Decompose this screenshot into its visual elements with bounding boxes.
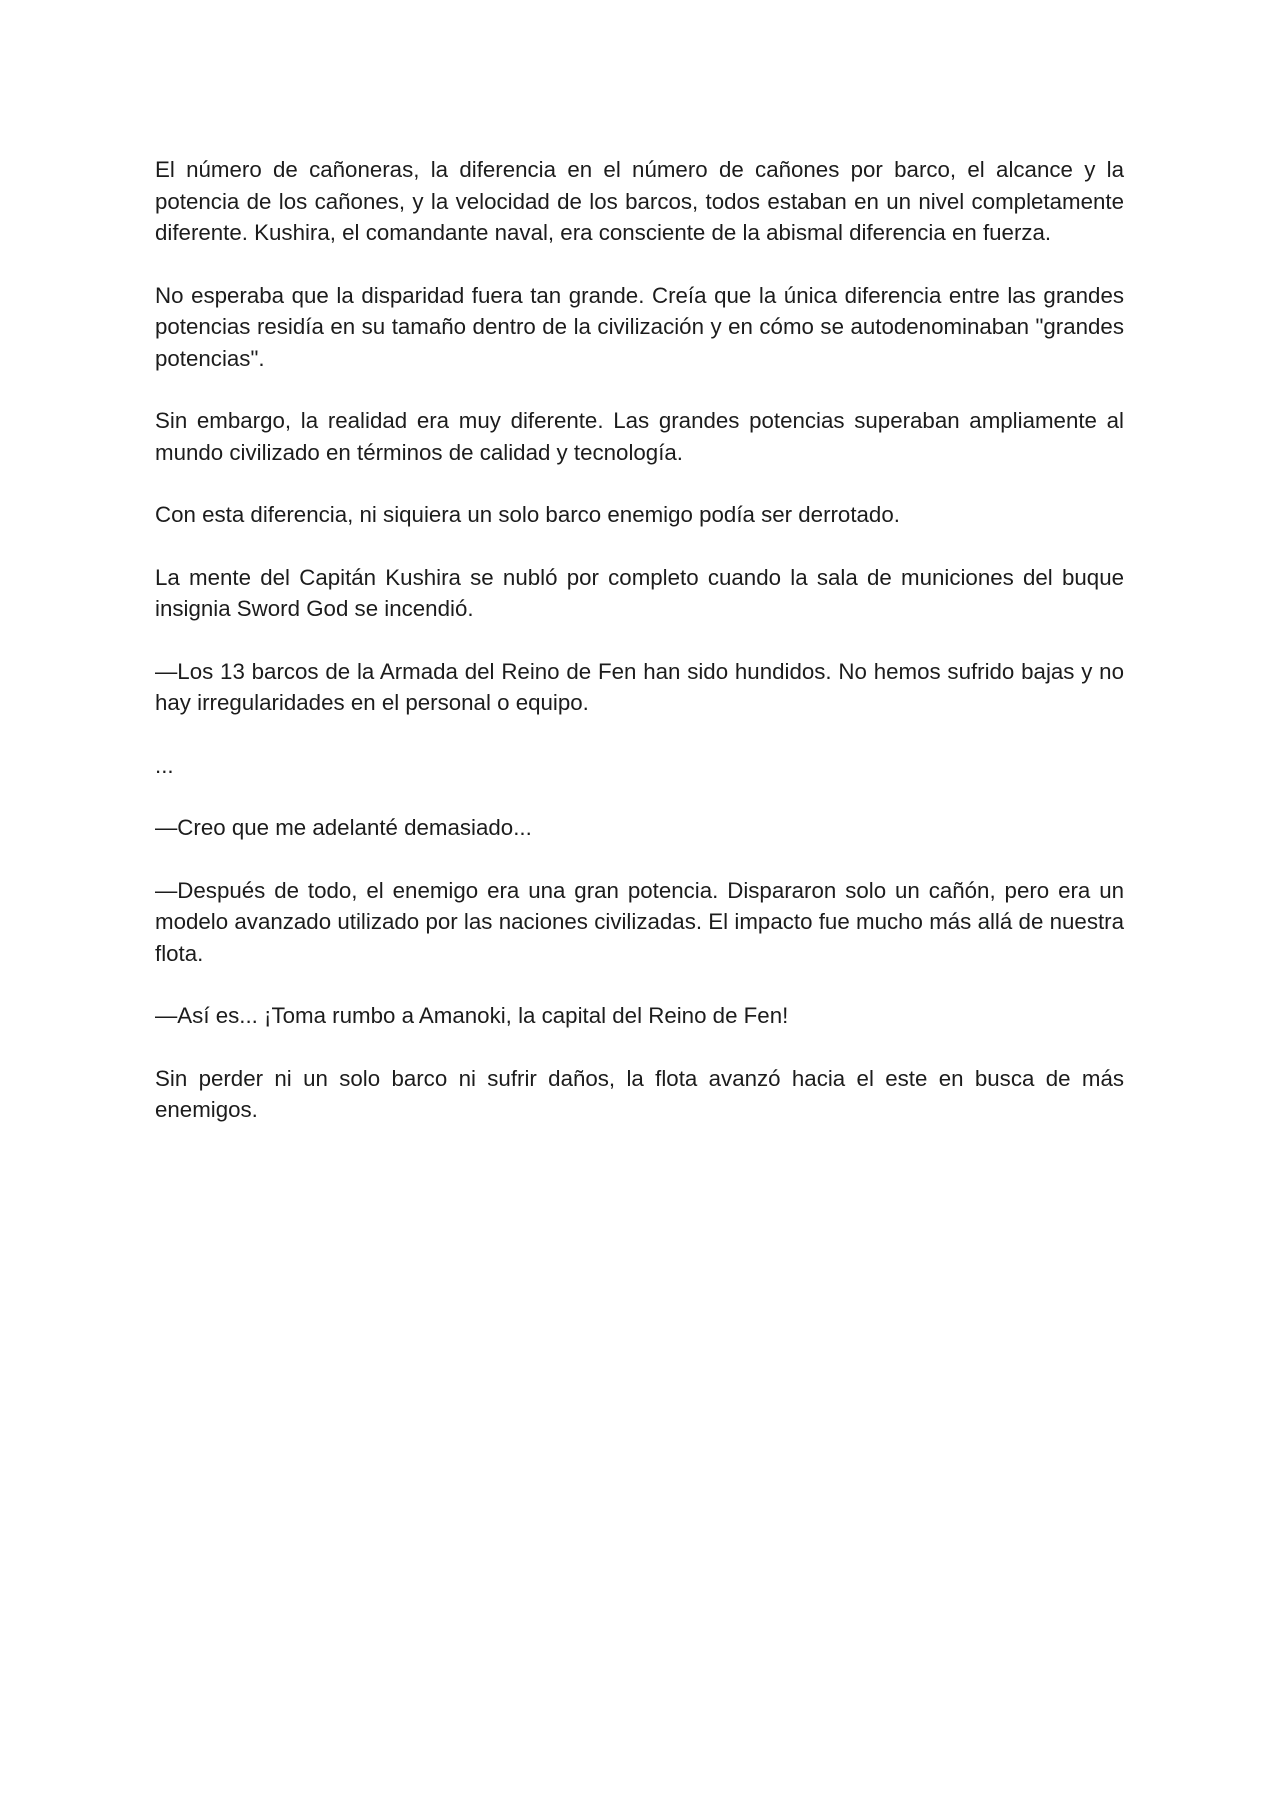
paragraph: —Creo que me adelanté demasiado... [155, 815, 532, 840]
paragraph: Sin embargo, la realidad era muy diferente. Las grandes potencias superaban ampliamente al mundo civilizado en términos de calidad y tecnología. [155, 408, 1124, 465]
paragraph: La mente del Capitán Kushira se nubló por completo cuando la sala de municiones del buque insignia Sword God se incendió. [155, 564, 1124, 621]
paragraph: Con esta diferencia, ni siquiera un solo barco enemigo podía ser derrotado. [155, 502, 900, 527]
paragraph: —Los 13 barcos de la Armada del Reino de Fen han sido hundidos. No hemos sufrido bajas y no hay irregularidades en el personal o equipo. [155, 658, 1124, 715]
paragraph: ... [155, 752, 174, 778]
paragraph: Sin perder ni un solo barco ni sufrir daños, la flota avanzó hacia el este en busca de más enemigos. [155, 1065, 1124, 1122]
paragraph: —Así es... ¡Toma rumbo a Amanoki, la capital del Reino de Fen! [155, 1003, 789, 1028]
paragraph: El número de cañoneras, la diferencia en el número de cañones por barco, el alcance y la potencia de los cañones, y la velocidad de los barcos, todos estaban en un nivel completamente diferente. Kushira, el comandante naval, era consciente de la abismal diferencia en fuerza. [155, 157, 1124, 245]
paragraph: No esperaba que la disparidad fuera tan grande. Creía que la única diferencia entre las grandes potencias residía en su tamaño dentro de la civilización y en cómo se autodenominaban "grandes potencias". [155, 282, 1124, 371]
paragraph: —Después de todo, el enemigo era una gran potencia. Dispararon solo un cañón, pero era un modelo avanzado utilizado por las naciones civilizadas. El impacto fue mucho más allá de nuestra flota. [155, 877, 1124, 966]
